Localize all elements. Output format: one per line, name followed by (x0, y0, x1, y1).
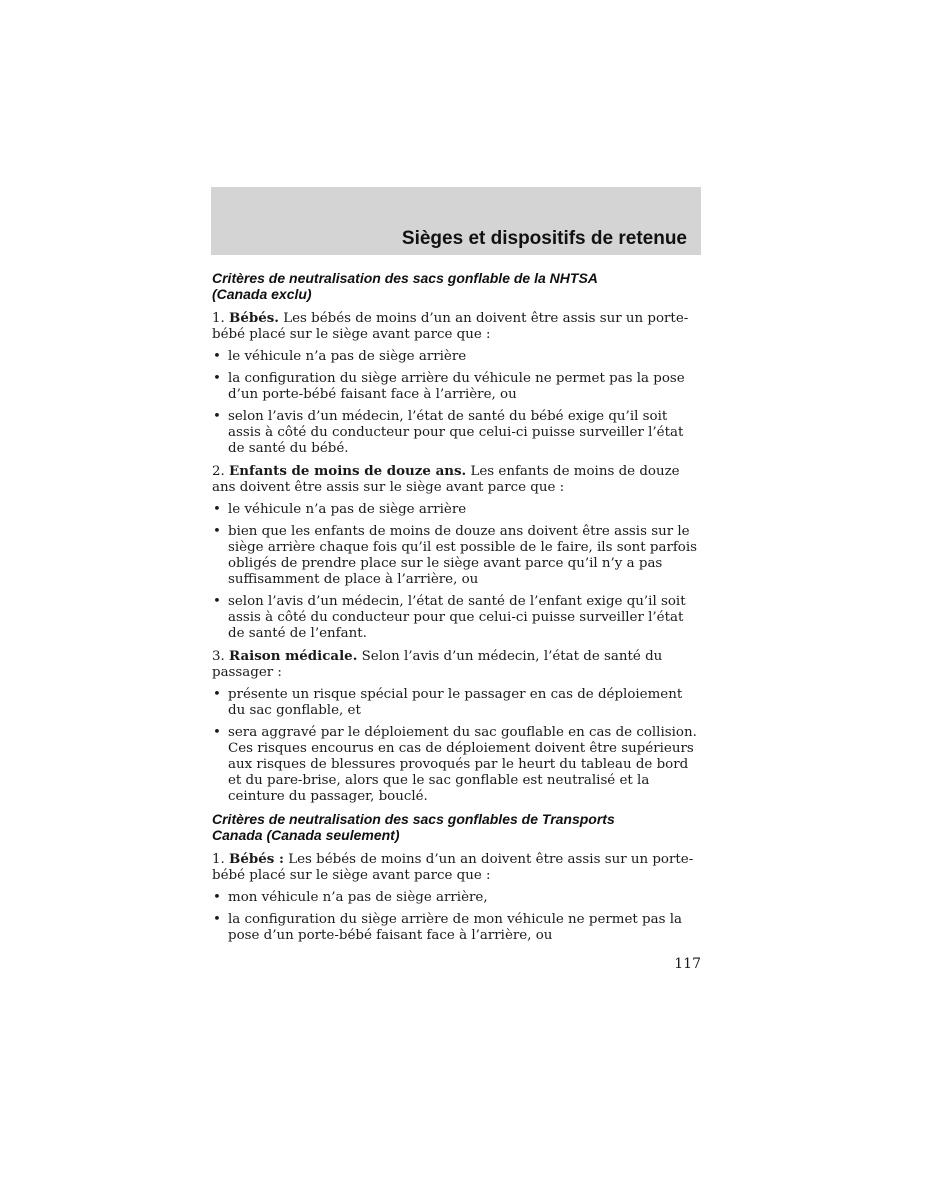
bullet-item (212, 594, 701, 642)
bullet-text: le véhicule n’a pas de siège arrière (228, 349, 467, 364)
criterion-lead: Bébés : (229, 851, 284, 867)
bullet-text: selon l’avis d’un médecin, l’état de santé de l’enfant exige qu’il soit assis à côté du conducteur pour que celui-ci puisse surveiller l’état de santé de l’enfant. (228, 594, 686, 641)
bullet-icon: • (213, 371, 221, 386)
page-number: 117 (674, 956, 701, 972)
section-heading-line: Critères de neutralisation des sacs gonflable de la NHTSA (212, 270, 598, 286)
criterion-number: 2. (212, 464, 225, 479)
bullet-icon: • (213, 409, 221, 424)
bullet-item (212, 349, 701, 365)
criterion-text: Les bébés de moins d’un an doivent être assis sur un porte-bébé placé sur le siège avant parce que : (212, 852, 694, 883)
criterion-text: Les enfants de moins de douze ans doivent être assis sur le siège avant parce que : (212, 464, 680, 495)
bullet-icon: • (213, 687, 221, 702)
bullet-item (212, 502, 701, 518)
section-heading (212, 811, 701, 843)
chapter-title: Sièges et dispositifs de retenue (401, 228, 687, 249)
bullet-text: mon véhicule n’a pas de siège arrière, (228, 890, 488, 905)
criterion-paragraph (212, 310, 701, 343)
bullet-text: la configuration du siège arrière du véhicule ne permet pas la pose d’un porte-bébé faisant face à l’arrière, ou (228, 371, 685, 402)
criterion-lead: Enfants de moins de douze ans. (229, 463, 467, 479)
section-heading (212, 270, 701, 302)
criterion-lead: Bébés. (229, 310, 279, 326)
bullet-item (212, 371, 701, 403)
bullet-item (212, 524, 701, 588)
bullet-text: bien que les enfants de moins de douze ans doivent être assis sur le siège arrière chaque fois qu’il est possible de le faire, ils sont parfois obligés de prendre place sur le siège avant parce qu’il n’y a pas suffisamment de place à l’arrière, ou (228, 524, 698, 587)
criterion-lead: Raison médicale. (229, 648, 358, 664)
bullet-text: présente un risque spécial pour le passager en cas de déploiement du sac gonflable, et (228, 687, 683, 718)
bullet-item (212, 725, 701, 805)
bullet-list (212, 349, 701, 457)
bullet-item (212, 409, 701, 457)
bullet-icon: • (213, 890, 221, 905)
bullet-icon: • (213, 502, 221, 517)
bullet-item (212, 890, 701, 906)
criterion-number: 3. (212, 649, 225, 664)
criterion-paragraph (212, 851, 701, 884)
bullet-icon: • (213, 725, 221, 740)
bullet-icon: • (213, 524, 221, 539)
bullet-icon: • (213, 912, 221, 927)
section-transports-canada (212, 811, 701, 944)
bullet-text: selon l’avis d’un médecin, l’état de santé du bébé exige qu’il soit assis à côté du conducteur pour que celui-ci puisse surveiller l’état de santé du bébé. (228, 409, 684, 456)
criterion-paragraph (212, 648, 701, 681)
criterion-number: 1. (212, 311, 225, 326)
bullet-item (212, 687, 701, 719)
bullet-list (212, 687, 701, 805)
chapter-header-band (211, 187, 701, 255)
bullet-list (212, 890, 701, 944)
section-heading-line: Canada (Canada seulement) (212, 827, 400, 843)
section-nhtsa (212, 270, 701, 805)
criterion-number: 1. (212, 852, 225, 867)
bullet-list (212, 502, 701, 642)
criterion-text: Selon l’avis d’un médecin, l’état de santé du passager : (212, 649, 663, 680)
bullet-text: le véhicule n’a pas de siège arrière (228, 502, 467, 517)
section-heading-line: (Canada exclu) (212, 286, 312, 302)
bullet-icon: • (213, 594, 221, 609)
bullet-text: sera aggravé par le déploiement du sac gouflable en cas de collision. Ces risques encourus en cas de déploiement doivent être supérieurs aux risques de blessures provoqués par le heurt du tableau de bord et du pare-brise, alors que le sac gonflable est neutralisé et la ceinture du passager, bouclé. (228, 725, 697, 804)
bullet-item (212, 912, 701, 944)
section-heading-line: Critères de neutralisation des sacs gonflables de Transports (212, 811, 615, 827)
criterion-text: Les bébés de moins d’un an doivent être assis sur un porte-bébé placé sur le siège avant parce que : (212, 311, 689, 342)
criterion-paragraph (212, 463, 701, 496)
bullet-text: la configuration du siège arrière de mon véhicule ne permet pas la pose d’un porte-bébé faisant face à l’arrière, ou (228, 912, 682, 943)
bullet-icon: • (213, 349, 221, 364)
page-content (212, 270, 701, 950)
